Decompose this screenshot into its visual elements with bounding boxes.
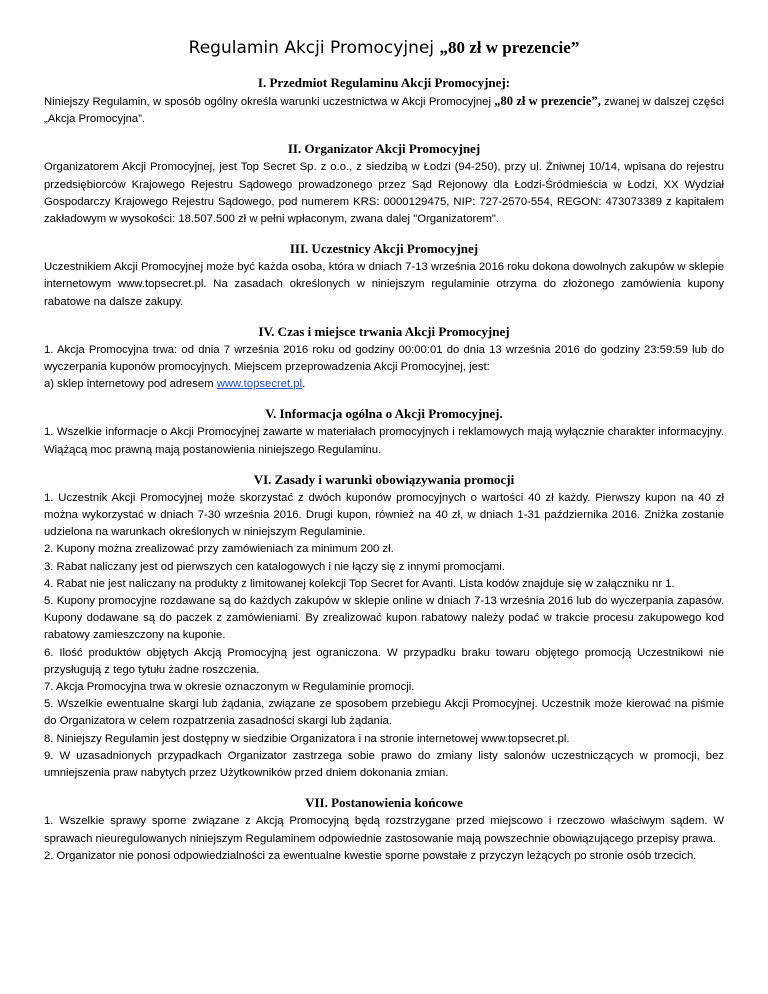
list-item: 5. Kupony promocyjne rozdawane są do każdych zakupów w sklepie online w dniach 7-13 września 2016 lub do wyczerpania zapasów. Kupony dodawane są do paczek z zamówieniami. By zrealizować kupon rabatowy należy podać w trakcie procesu zakupowego kod rabatowy zamieszczony na kuponie. — [44, 595, 724, 642]
title-prefix: Regulamin Akcji Promocyjnej — [188, 38, 440, 58]
section-paragraph — [44, 376, 724, 393]
list-item: 6. Ilość produktów objętych Akcją Promocyjną jest ograniczona. W przypadku braku towaru objętego promocją Uczestnikowi nie przysługują z tego tytułu żadne roszczenia. — [44, 646, 724, 676]
paragraph-text: Niniejszy Regulamin, w sposób ogólny określa warunki uczestnictwa w Akcji Promocyjnej — [44, 96, 495, 108]
section-participants — [44, 240, 724, 311]
list-item: 4. Rabat nie jest naliczany na produkty z limitowanej kolekcji Top Secret for Avanti. Lista kodów znajduje się w załączniku nr 1. — [44, 577, 675, 590]
list-item: 7. Akcja Promocyjna trwa w okresie oznaczonym w Regulaminie promocji. — [44, 681, 415, 694]
paragraph-text: a) sklep internetowy pod adresem — [44, 378, 217, 391]
section-time-place — [44, 323, 724, 394]
document-title — [44, 38, 724, 58]
section-rules — [44, 471, 724, 782]
section-subject — [44, 74, 724, 128]
list-item: 2. Kupony można zrealizować przy zamówieniach za minimum 200 zł. — [44, 543, 394, 556]
promo-name-bold: „80 zł w prezencie”, — [494, 94, 601, 108]
section-heading: III. Uczestnicy Akcji Promocyjnej — [289, 241, 479, 257]
section-paragraph: 1. Akcja Promocyjna trwa: od dnia 7 września 2016 roku od godziny 00:00:01 do dnia 13 września 2016 do godziny 23:59:59 lub do wyczerpania kuponów promocyjnych. Miejscem przeprowadzenia Akcji Promocyjnej, jest: — [44, 343, 724, 374]
title-promo-name: „80 zł w prezencie” — [439, 38, 580, 57]
list-item: 8. Niniejszy Regulamin jest dostępny w siedzibie Organizatora i na stronie internetowej www.topsecret.pl. — [44, 732, 570, 745]
paragraph-text: . — [302, 378, 306, 391]
shop-link[interactable]: www.topsecret.pl — [216, 378, 303, 391]
section-paragraph: Uczestnikiem Akcji Promocyjnej może być każda osoba, która w dniach 7-13 września 2016 roku dokona dowolnych zakupów w sklepie internetowym www.topsecret.pl. Na zasadach określonych w niniejszym regulaminie otrzyma do złożonego zamówienia kupony rabatowe na dalsze zakupy. — [44, 261, 724, 308]
list-item: 9. W uzasadnionych przypadkach Organizator zastrzega sobie prawo do zmiany listy salonów uczestniczących w promocji, bez umniejszenia praw nabytych przez Użytkowników przed dniem dokonania zmian. — [44, 749, 724, 780]
section-heading: II. Organizator Akcji Promocyjnej — [287, 141, 481, 157]
section-final-provisions — [44, 794, 724, 865]
section-organizer — [44, 140, 724, 228]
section-heading: I. Przedmiot Regulaminu Akcji Promocyjnej: — [257, 75, 511, 90]
list-item: 1. Wszelkie sprawy sporne związane z Akcją Promocyjną będą rozstrzygane przed miejscowo i rzeczowo właściwym sądem. W sprawach nieuregulowanych niniejszym Regulaminem odpowiednie zastosowanie mają powszechnie obowiązującego przepisy prawa. — [44, 815, 724, 845]
section-paragraph — [44, 93, 724, 128]
section-heading: VI. Zasady i warunki obowiązywania promocji — [253, 471, 515, 487]
list-item: 3. Rabat naliczany jest od pierwszych cen katalogowych i nie łączy się z innymi promocjami. — [44, 560, 505, 573]
section-paragraph: 1. Wszelkie informacje o Akcji Promocyjnej zawarte w materiałach promocyjnych i reklamowych mają wyłącznie charakter informacyjny. Wiążącą moc prawną mają postanowienia niniejszego Regulaminu. — [44, 426, 724, 456]
list-item: 2. Organizator nie ponosi odpowiedzialności za ewentualne kwestie sporne powstałe z przyczyn leżących po stronie osób trzecich. — [44, 849, 697, 862]
section-heading: IV. Czas i miejsce trwania Akcji Promocyjnej — [258, 323, 510, 339]
section-heading: VII. Postanowienia końcowe — [305, 795, 463, 811]
paragraph-text: zwanej w dalszej części „Akcja Promocyjna”. — [44, 96, 724, 126]
section-paragraph: Organizatorem Akcji Promocyjnej, jest Top Secret Sp. z o.o., z siedzibą w Łodzi (94-250), przy ul. Żniwnej 10/14, wpisana do rejestru przedsiębiorców Krajowego Rejestru Sądowego prowadzonego przez Sąd Rejonowy dla Łodzi-Śródmieścia w Łodzi, XX Wydział Gospodarczy Krajowego Rejestru Sądowego, pod numerem KRS: 0000129475, NIP: 727-2570-554, REGON: 473073389 z kapitałem zakładowym w wysokości: 18.507.500 zł w pełni wpłaconym, zwana dalej "Organizatorem". — [44, 161, 724, 226]
list-item: 5. Wszelkie ewentualne skargi lub żądania, związane ze sposobem przebiegu Akcji Promocyjnej. Uczestnik może kierować na piśmie do Organizatora w celem rozpatrzenia zasadności skargi lub żądania. — [44, 698, 724, 728]
section-general-info — [44, 405, 724, 458]
list-item: 1. Uczestnik Akcji Promocyjnej może skorzystać z dwóch kuponów promocyjnych o wartości 40 zł każdy. Pierwszy kupon na 40 zł można wykorzystać w dniach 7-30 września 2016. Drugi kupon, również na 40 zł, w dniach 1-31 października 2016. Zniżka zostanie udzielona na warunkach określonych w niniejszym Regulaminie. — [44, 491, 724, 539]
section-heading: V. Informacja ogólna o Akcji Promocyjnej. — [265, 406, 503, 422]
